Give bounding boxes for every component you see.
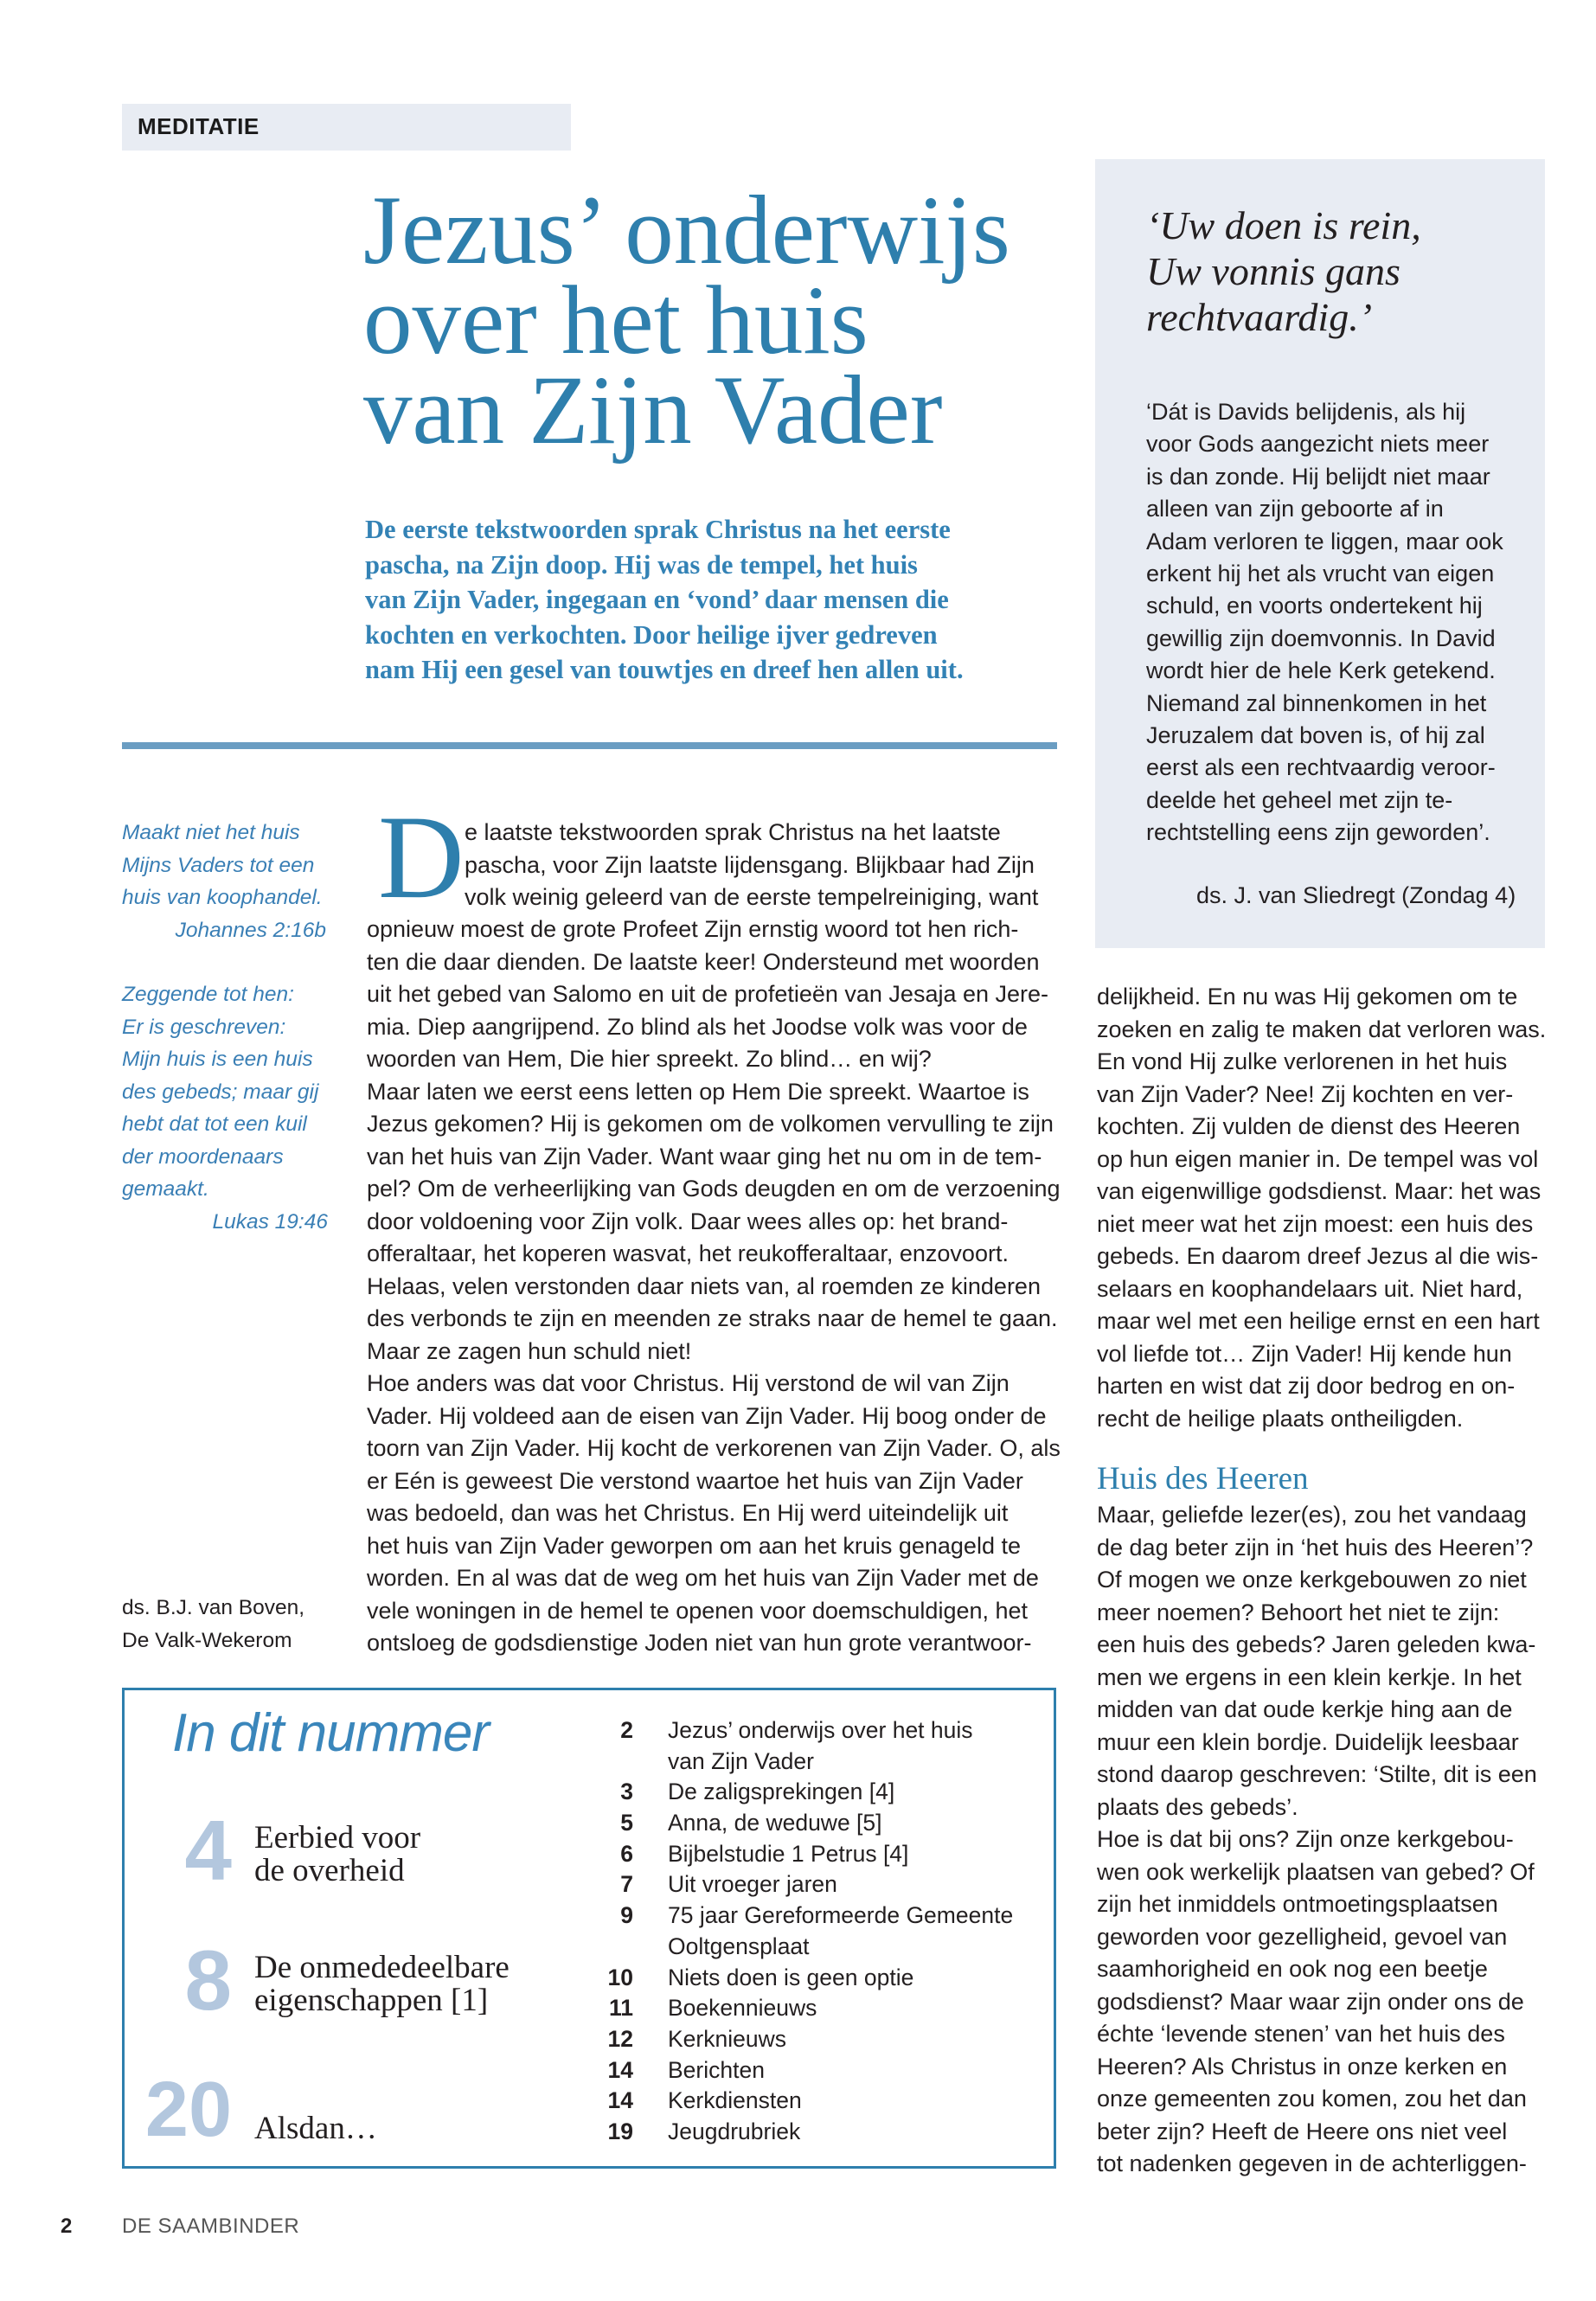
- article-intro: [365, 512, 1066, 688]
- body-line: e laatste tekstwoorden sprak Christus na het laatste: [465, 819, 1001, 845]
- toc-page: 11: [608, 1995, 633, 2022]
- quote-body: [1146, 396, 1503, 849]
- body-line: Hoe anders was dat voor Christus. Hij verstond de wil van Zijn: [367, 1370, 1010, 1396]
- quote-line: schuld, en voorts ondertekent hij: [1146, 593, 1483, 619]
- toc-item[interactable]: [597, 1932, 1013, 1963]
- publication-name: DE SAAMBINDER: [122, 2214, 300, 2238]
- toc-item[interactable]: [597, 1993, 1013, 2024]
- toc-item[interactable]: [597, 1869, 1013, 1900]
- quote-line: alleen van zijn geboorte af in: [1146, 496, 1444, 522]
- verse-line: Zeggende tot hen:: [122, 983, 294, 1006]
- body-line: meer noemen? Behoort het niet te zijn:: [1097, 1599, 1500, 1625]
- body-line: beter zijn? Heeft de Heere ons niet veel: [1097, 2118, 1508, 2144]
- intro-line: nam Hij een gesel van touwtjes en dreef hen allen uit.: [365, 655, 964, 684]
- feature-number: 20: [144, 2067, 232, 2153]
- quote-line: erkent hij het als vrucht van eigen: [1146, 561, 1495, 587]
- toc-page: [597, 1932, 633, 1963]
- toc-page: 5: [620, 1810, 633, 1836]
- verse-line: hebt dat tot een kuil: [122, 1112, 307, 1136]
- feature-number: 8: [184, 1932, 232, 2028]
- verse-luke: [122, 978, 381, 1238]
- body-line: ten die daar dienden. De laatste keer! Ondersteund met woorden: [367, 948, 1040, 975]
- body-intro-lines: [465, 817, 1038, 914]
- toc-item[interactable]: [597, 1900, 1013, 1932]
- body-line: maar wel met een heilige ernst en een hart: [1097, 1308, 1540, 1334]
- body-line: een huis des gebeds? Jaren geleden kwa-: [1097, 1631, 1536, 1657]
- subheading: Huis des Heeren: [1097, 1461, 1309, 1497]
- body-line: ontsloeg de godsdienstige Joden niet van hun grote verantwoor-: [367, 1630, 1032, 1656]
- body-right-column: [1097, 981, 1546, 1435]
- body-line: van het huis van Zijn Vader. Want waar ging het nu om in de tem-: [367, 1143, 1042, 1170]
- title-line: van Zijn Vader: [363, 356, 943, 465]
- body-line: recht de heilige plaats ontheiligden.: [1097, 1405, 1464, 1432]
- verse-line: gemaakt.: [122, 1177, 209, 1201]
- author-credit: [122, 1592, 304, 1657]
- toc-list: [597, 1715, 1013, 2148]
- toc-label: De zaligsprekingen [4]: [668, 1779, 895, 1805]
- body-line: Helaas, velen verstonden daar niets van, al roemden ze kinderen: [367, 1272, 1041, 1299]
- verse-john: [122, 817, 381, 946]
- body-line: volk weinig geleerd van de eerste tempelreiniging, want: [465, 884, 1039, 910]
- quote-heading-line: rechtvaardig.’: [1146, 295, 1373, 339]
- verse-line: huis van koophandel.: [122, 886, 323, 909]
- body-line: muur een klein bordje. Duidelijk leesbaar: [1097, 1728, 1519, 1755]
- quote-heading-line: ‘Uw doen is rein,: [1146, 203, 1421, 247]
- toc-label: Ooltgensplaat: [668, 1932, 810, 1959]
- body-line: mia. Diep aangrijpend. Zo blind als het Joodse volk was voor de: [367, 1013, 1028, 1040]
- feature-title[interactable]: [254, 1952, 510, 2017]
- toc-page: 14: [607, 2056, 633, 2083]
- body-line: Heeren? Als Christus in onze kerken en: [1097, 2053, 1508, 2080]
- toc-item[interactable]: [597, 1839, 1013, 1870]
- body-line: zoeken en zalig te maken dat verloren was.: [1097, 1016, 1547, 1042]
- toc-item[interactable]: [597, 2055, 1013, 2086]
- toc-page: 14: [607, 2087, 633, 2114]
- toc-page: 2: [620, 1717, 633, 1743]
- body-line: kochten. Zij vulden de dienst des Heeren: [1097, 1113, 1521, 1139]
- toc-label: Anna, de weduwe [5]: [668, 1810, 882, 1836]
- body-line: stond daarop geschreven: ‘Stilte, dit is een: [1097, 1761, 1537, 1787]
- body-line: het huis van Zijn Vader geworpen om aan het kruis genageld te: [367, 1532, 1021, 1559]
- body-line: op hun eigen manier in. De tempel was vol: [1097, 1145, 1539, 1172]
- toc-page: 9: [620, 1902, 633, 1929]
- feature-title-line: Eerbied voor: [254, 1820, 421, 1856]
- toc-label: 75 jaar Gereformeerde Gemeente: [668, 1902, 1014, 1929]
- body-line: offeraltaar, het koperen wasvat, het reukofferaltaar, enzovoort.: [367, 1240, 1009, 1266]
- toc-page: 12: [607, 2025, 633, 2052]
- body-line: de dag beter zijn in ‘het huis des Heeren’?: [1097, 1534, 1534, 1561]
- body-line: vele woningen in de hemel te openen voor doemschuldigen, het: [367, 1597, 1029, 1624]
- page-number: 2: [61, 2214, 73, 2238]
- toc-label: Kerknieuws: [668, 2025, 786, 2052]
- toc-item[interactable]: [597, 2024, 1013, 2055]
- body-line: Of mogen we onze kerkgebouwen zo niet: [1097, 1567, 1527, 1593]
- body-right-column-2: [1097, 1499, 1537, 2181]
- body-line: toorn van Zijn Vader. Hij kocht de verkorenen van Zijn Vader. O, als: [367, 1435, 1061, 1461]
- quote-line: voor Gods aangezicht niets meer: [1146, 431, 1490, 458]
- quote-heading-line: Uw vonnis gans: [1146, 249, 1401, 293]
- toc-page: 10: [607, 1964, 633, 1990]
- quote-line: Niemand zal binnenkomen in het: [1146, 689, 1487, 716]
- toc-label: Jeugdrubriek: [668, 2118, 801, 2144]
- toc-label: Berichten: [668, 2056, 765, 2083]
- toc-item[interactable]: [597, 1963, 1013, 1994]
- toc-label: Jezus’ onderwijs over het huis: [668, 1717, 973, 1743]
- body-line: niet meer wat het zijn moest: een huis des: [1097, 1210, 1534, 1237]
- quote-line: rechtstelling eens zijn geworden’.: [1146, 819, 1490, 846]
- drop-cap: D: [378, 791, 465, 923]
- verse-line: der moordenaars: [122, 1144, 284, 1169]
- body-line: plaats des gebeds’.: [1097, 1793, 1298, 1820]
- body-line: pel? Om de verheerlijking van Gods deugden en om de verzoening: [367, 1176, 1061, 1202]
- toc-title: In dit nummer: [172, 1703, 490, 1763]
- body-line: Maar, geliefde lezer(es), zou het vandaag: [1097, 1502, 1527, 1528]
- author-place: De Valk-Wekerom: [122, 1628, 292, 1652]
- body-line: opnieuw moest de grote Profeet Zijn ernstig woord tot hen rich-: [367, 916, 1019, 942]
- intro-line: van Zijn Vader, ingegaan en ‘vond’ daar mensen die: [365, 585, 949, 614]
- verse-line: Mijn huis is een huis: [122, 1048, 313, 1071]
- toc-page: 7: [620, 1871, 633, 1898]
- body-line: woorden van Hem, Die hier spreekt. Zo blind… en wij?: [367, 1046, 932, 1072]
- feature-title-line: eigenschappen [1]: [254, 1983, 489, 2018]
- quote-line: is dan zonde. Hij belijdt niet maar: [1146, 463, 1490, 490]
- intro-line: pascha, na Zijn doop. Hij was de tempel, het huis: [365, 549, 918, 580]
- body-line: worden. En al was dat de weg om het huis van Zijn Vader met de: [367, 1565, 1039, 1591]
- body-line: geworden voor gezelligheid, gevoel van: [1097, 1923, 1508, 1950]
- toc-label: Uit vroeger jaren: [668, 1871, 837, 1898]
- toc-item[interactable]: [597, 1777, 1013, 1808]
- feature-title[interactable]: [254, 2112, 377, 2145]
- body-line: harten en wist dat zij door bedrog en on-: [1097, 1373, 1516, 1399]
- body-line: selaars en koophandelaars uit. Niet hard,: [1097, 1275, 1523, 1302]
- section-label: MEDITATIE: [138, 113, 260, 139]
- body-line: onze gemeenten zou komen, zou het dan: [1097, 2086, 1527, 2112]
- verse-line: Maakt niet het huis: [122, 821, 300, 844]
- quote-heading: [1146, 202, 1421, 340]
- quote-line: Jeruzalem dat boven is, of hij zal: [1146, 722, 1485, 749]
- quote-source: ds. J. van Sliedregt (Zondag 4): [1196, 882, 1516, 908]
- body-line: des verbonds te zijn en meenden ze straks naar de hemel te gaan.: [367, 1305, 1058, 1331]
- body-line: Hoe is dat bij ons? Zijn onze kerkgebou-: [1097, 1826, 1514, 1852]
- toc-label: Bijbelstudie 1 Petrus [4]: [668, 1840, 909, 1867]
- toc-item[interactable]: [597, 1715, 1013, 1747]
- verse-line: Mijns Vaders tot een: [122, 853, 315, 877]
- body-line: er Eén is geweest Die verstond waartoe het huis van Zijn Vader: [367, 1467, 1023, 1494]
- title-line: Jezus’ onderwijs: [363, 176, 1010, 285]
- toc-item[interactable]: [597, 2117, 1013, 2148]
- section-tag: [122, 104, 571, 151]
- body-line: door voldoening voor Zijn volk. Daar wees alles op: het brand-: [367, 1208, 1009, 1234]
- verse-line: des gebeds; maar gij: [122, 1080, 319, 1104]
- toc-item[interactable]: [597, 1808, 1013, 1839]
- toc-item[interactable]: [597, 2086, 1013, 2117]
- verse-line: Er is geschreven:: [122, 1015, 286, 1039]
- quote-line: Adam verloren te liggen, maar ook: [1146, 528, 1503, 554]
- body-line: pascha, voor Zijn laatste lijdensgang. Blijkbaar had Zijn: [465, 851, 1035, 878]
- body-line: wen ook werkelijk plaatsen van gebed? Of: [1097, 1858, 1535, 1885]
- quote-line: deelde het geheel met zijn te-: [1146, 786, 1453, 813]
- body-line: Jezus gekomen? Hij is gekomen om de volkomen vervulling te zijn: [367, 1111, 1054, 1137]
- body-line: tot nadenken gegeven in de achterliggen-: [1097, 2150, 1527, 2176]
- article-title: [363, 176, 1073, 465]
- body-line: zijn het inmiddels ontmoetingsplaatsen: [1097, 1891, 1498, 1917]
- feature-title-line: Alsdan…: [254, 2111, 377, 2146]
- toc-page: [597, 1747, 633, 1778]
- body-line: Maar laten we eerst eens letten op Hem Die spreekt. Waartoe is: [367, 1078, 1029, 1105]
- author-name: ds. B.J. van Boven,: [122, 1596, 305, 1619]
- toc-page: 6: [620, 1840, 633, 1867]
- body-line: saamhorigheid en ook nog een beetje: [1097, 1956, 1488, 1982]
- body-line: van eigenwillige godsdienst. Maar: het was: [1097, 1178, 1542, 1204]
- toc-label: Kerkdiensten: [668, 2087, 802, 2114]
- toc-label: van Zijn Vader: [668, 1747, 814, 1774]
- quote-line: wordt hier de hele Kerk getekend.: [1146, 657, 1496, 684]
- toc-label: Boekennieuws: [668, 1995, 817, 2022]
- intro-line: De eerste tekstwoorden sprak Christus na het eerste: [365, 515, 951, 544]
- body-line: En vond Hij zulke verlorenen in het huis: [1097, 1048, 1508, 1074]
- feature-title[interactable]: [254, 1822, 420, 1888]
- body-line: was bedoeld, dan was het Christus. En Hij werd uiteindelijk uit: [367, 1500, 1009, 1526]
- body-line: godsdienst? Maar waar zijn onder ons de: [1097, 1988, 1524, 2015]
- title-line: over het huis: [363, 266, 869, 375]
- toc-item[interactable]: [597, 1747, 1013, 1778]
- body-line: Vader. Hij voldeed aan de eisen van Zijn Vader. Hij boog onder de: [367, 1402, 1047, 1429]
- body-line: vol liefde tot… Zijn Vader! Hij kende hun: [1097, 1340, 1512, 1367]
- intro-line: kochten en verkochten. Door heilige ijver gedreven: [365, 619, 938, 650]
- body-line: gebeds. En daarom dreef Jezus al die wis-: [1097, 1243, 1539, 1269]
- body-line: men we ergens in een klein kerkje. In het: [1097, 1663, 1522, 1690]
- quote-line: eerst als een rechtvaardig veroor-: [1146, 754, 1496, 781]
- quote-line: ‘Dát is Davids belijdenis, als hij: [1146, 399, 1466, 425]
- feature-title-line: De onmededeelbare: [254, 1950, 510, 1985]
- verse-reference: Johannes 2:16b: [175, 918, 326, 942]
- body-line: uit het gebed van Salomo en uit de profetieën van Jesaja en Jere-: [367, 981, 1049, 1007]
- divider-rule: [122, 742, 1057, 749]
- body-line: midden van dat oude kerkje hing aan de: [1097, 1696, 1513, 1722]
- body-line: van Zijn Vader? Nee! Zij kochten en ver-: [1097, 1080, 1514, 1107]
- toc-page: 3: [620, 1779, 633, 1805]
- toc-label: Niets doen is geen optie: [668, 1964, 914, 1990]
- body-line: échte ‘levende stenen’ van het huis des: [1097, 2021, 1505, 2047]
- body-line: Maar ze zagen hun schuld niet!: [367, 1337, 692, 1364]
- body-line: delijkheid. En nu was Hij gekomen om te: [1097, 984, 1518, 1009]
- body-main-column: [367, 913, 1061, 1660]
- toc-page: 19: [607, 2118, 633, 2144]
- feature-number: 4: [184, 1803, 232, 1898]
- feature-title-line: de overheid: [254, 1853, 405, 1888]
- quote-line: gewillig zijn doemvonnis. In David: [1146, 625, 1496, 651]
- verse-reference: Lukas 19:46: [212, 1209, 328, 1234]
